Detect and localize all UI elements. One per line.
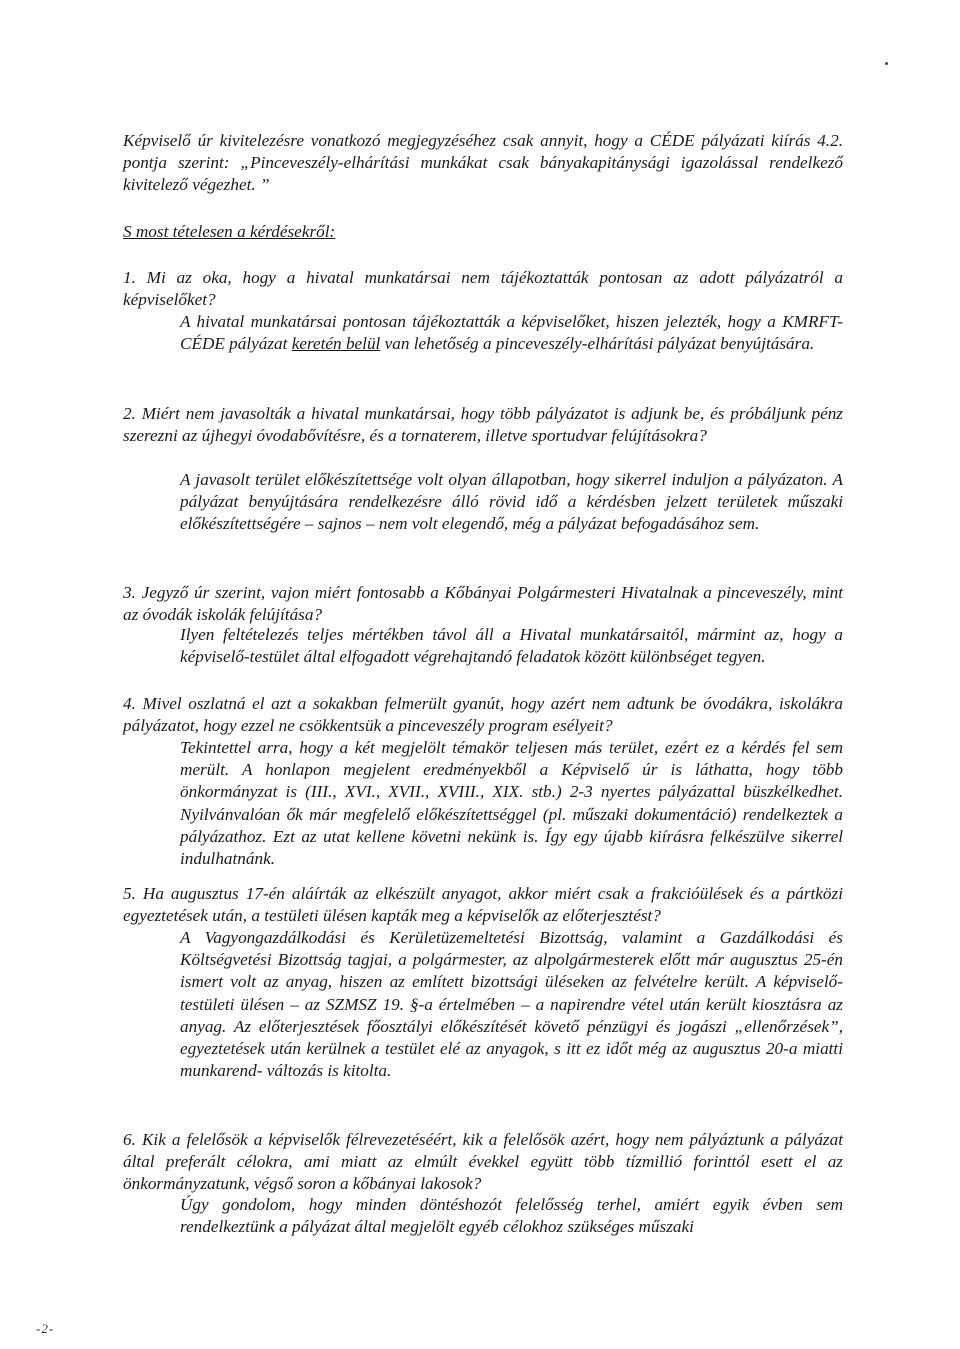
question-4 [123,693,843,737]
answer-4-text: Tekintettel arra, hogy a két megjelölt témakör teljesen más terület, ezért ez a kérdés fel sem merült. A honlapon megjelent eredményekből a Képviselő úr is láthatta, hogy több önkormányzat is (III., XVI., XVII., XVIII., XIX. stb.) 2-3 nyertes pályázattal büszkélkedhet. Nyilvánvalóan ők már megfelelő előkészítettséggel (pl. műszaki dokumentáció) rendelkeztek a pályázathoz. Ezt az utat kellene követni nekünk is. Így egy újabb kiírásra felkészülve sikerrel indulhatnánk. [180,738,843,869]
question-2-text: 2. Miért nem javasolták a hivatal munkatársai, hogy több pályázatot is adjunk be, és próbáljunk pénz szerezni az újhegyi óvodabővítésre, és a tornaterem, illetve sportudvar felújításokra? [123,404,843,446]
question-5 [123,883,843,927]
intro-paragraph [123,130,843,197]
answer-4 [180,737,843,870]
page-number-mark: -2- [36,1321,55,1336]
answer-2 [180,469,843,536]
question-1-text: 1. Mi az oka, hogy a hivatal munkatársai nem tájékoztatták pontosan az adott pályázatról a képviselőket? [123,268,843,310]
question-1 [123,267,843,311]
question-6-text: 6. Kik a felelősök a képviselők félrevezetéséért, kik a felelősök azért, hogy nem pályáztunk a pályázat által preferált célokra, ami miatt az elmúlt évekkel együtt több tízmillió forinttól esett el az önkormányzatunk, végső soron a kőbányai lakosok? [123,1130,843,1194]
question-5-text: 5. Ha augusztus 17-én aláírták az elkészült anyagot, akkor miért csak a frakcióülések és a pártközi egyeztetések után, a testületi ülésen kapták meg a képviselők az előterjesztést? [123,884,843,926]
answer-2-text: A javasolt terület előkészítettsége volt olyan állapotban, hogy sikerrel induljon a pályázaton. A pályázat benyújtására rendelkezésre álló rövid idő a kérdésben jelzett területek műszaki előkészítettségére – sajnos – nem volt elegendő, még a pályázat befogadásához sem. [180,470,843,534]
question-2 [123,403,843,447]
answer-3-text: Ilyen feltételezés teljes mértékben távol áll a Hivatal munkatársaitól, mármint az, hogy a képviselő-testület által elfogadott végrehajtandó feladatok között különbséget tegyen. [180,625,843,667]
question-6 [123,1129,843,1196]
intro-text: Képviselő úr kivitelezésre vonatkozó megjegyzéséhez csak annyit, hogy a CÉDE pályázati kiírás 4.2. pontja szerint: „Pinceveszély-elhárítási munkákat csak bányakapitánysági igazolással rendelkező kivitelező végezhet. ” [123,131,843,195]
answer-5 [180,927,843,1082]
section-heading-text: S most tételesen a kérdésekről: [123,222,336,241]
answer-1-part-a: A hivatal munkatársai pontosan tájékoztatták a képviselőket, hiszen jelezték, hogy a KMRFT-CÉDE pályázat [180,312,843,354]
answer-5-text: A Vagyongazdálkodási és Kerületüzemeltetési Bizottság, valamint a Gazdálkodási és Költségvetési Bizottság tagjai, a polgármester, az alpolgármesterek előtt már augusztus 25-én ismert volt az anyag, hiszen az említett bizottsági üléseken az felvételre került. A képviselő-testületi ülésen – az SZMSZ 19. §-a értelmében – a napirendre vétel után került kiosztásra az anyag. Az előterjesztések főosztályi előkészítését követő pénzügyi és jogászi „ellenőrzések”, egyeztetések után kerülnek a testület elé az anyagok, s itt ez időt még az augusztus 20-a miatti munkarend- változás is kitolta. [180,928,843,1081]
answer-6-text: Úgy gondolom, hogy minden döntéshozót felelősség terhel, amiért egyik évben sem rendelkeztünk a pályázat által megjelölt egyéb célokhoz szükséges műszaki [180,1195,843,1237]
question-4-text: 4. Mivel oszlatná el azt a sokakban felmerült gyanút, hogy azért nem adtunk be óvodákra, iskolákra pályázatot, hogy ezzel ne csökkentsük a pinceveszély program esélyeit? [123,694,843,736]
answer-1-text [180,311,843,355]
answer-1 [180,311,843,355]
question-3 [123,582,843,626]
answer-1-part-b: van lehetőség a pinceveszély-elhárítási pályázat benyújtására. [380,334,815,354]
scan-speck [885,62,888,65]
answer-3 [180,624,843,668]
question-3-text: 3. Jegyző úr szerint, vajon miért fontosabb a Kőbányai Polgármesteri Hivatalnak a pinceveszély, mint az óvodák iskolák felújítása? [123,583,843,625]
answer-1-underlined: keretén belül [291,334,381,354]
section-heading [123,221,843,243]
answer-6 [180,1194,843,1238]
